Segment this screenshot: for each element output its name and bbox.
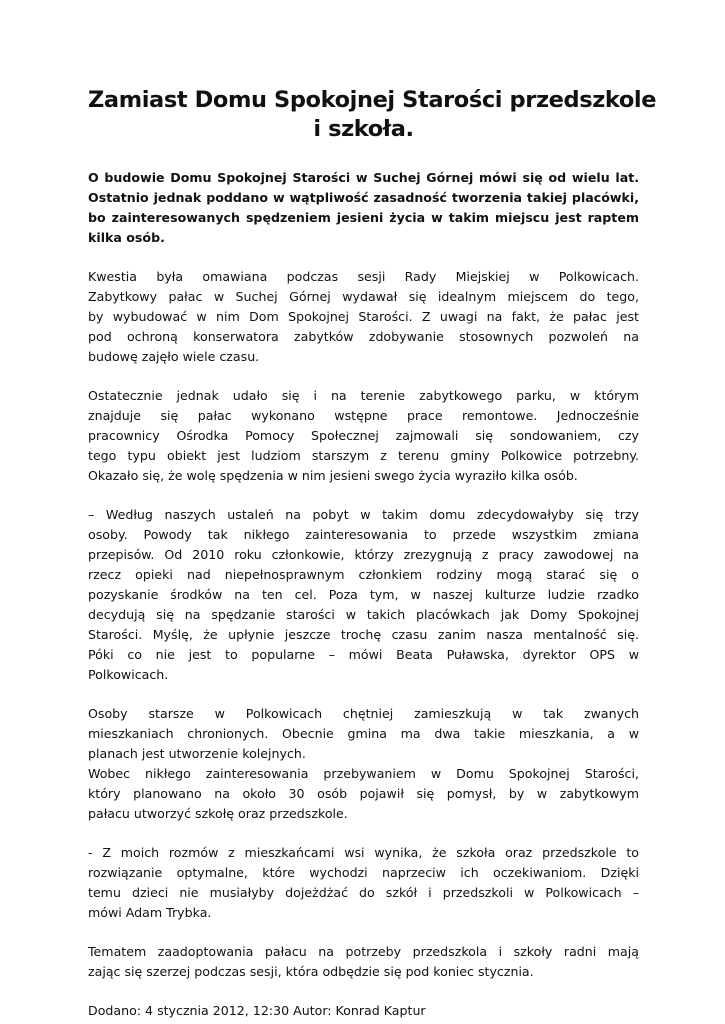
paragraph-line: Osoby starsze w Polkowicach chętniej zamieszkują w tak zwanych — [88, 706, 639, 721]
paragraph-6 — [88, 843, 639, 923]
lead-line: O budowie Domu Spokojnej Starości w Suchej Górnej mówi się od wielu lat. — [88, 170, 639, 185]
paragraph-line: pałacu utworzyć szkołę oraz przedszkole. — [88, 806, 348, 821]
paragraph-line: Polkowicach. — [88, 667, 169, 682]
lead-line: kilka osób. — [88, 230, 165, 245]
paragraph-line: rzecz opieki nad niepełnosprawnym członkiem rodziny mogą starać się o — [88, 567, 639, 582]
paragraph-7 — [88, 942, 639, 982]
article-title — [88, 86, 657, 144]
paragraph-1 — [88, 267, 639, 367]
paragraph-line: temu dzieci nie musiałyby dojeżdżać do szkół i przedszkoli w Polkowicach – — [88, 885, 639, 900]
paragraph-line: decydują się na spędzanie starości w takich placówkach jak Domy Spokojnej — [88, 607, 639, 622]
document-page — [88, 86, 657, 1021]
title-line: i szkoła. — [313, 116, 414, 142]
paragraph-line: Zabytkowy pałac w Suchej Górnej wydawał się idealnym miejscem do tego, — [88, 289, 639, 304]
article-footer — [88, 1001, 639, 1021]
paragraph-line: by wybudować w nim Dom Spokojnej Starości. Z uwagi na fakt, że pałac jest — [88, 309, 639, 324]
paragraph-line: budowę zajęło wiele czasu. — [88, 349, 260, 364]
paragraph-line: przepisów. Od 2010 roku członkowie, którzy zrezygnują z pracy zawodowej na — [88, 547, 639, 562]
paragraph-line: zając się szerzej podczas sesji, która odbędzie się pod koniec stycznia. — [88, 964, 534, 979]
paragraph-3 — [88, 505, 639, 685]
paragraph-2 — [88, 386, 639, 486]
paragraph-line: Ostatecznie jednak udało się i na terenie zabytkowego parku, w którym — [88, 388, 639, 403]
paragraph-line: który planowano na około 30 osób pojawił się pomysł, by w zabytkowym — [88, 786, 639, 801]
paragraph-line: Starości. Myślę, że upłynie jeszcze trochę czasu zanim nasza mentalność się. — [88, 627, 639, 642]
paragraph-line: Tematem zaadoptowania pałacu na potrzeby przedszkola i szkoły radni mają — [88, 944, 639, 959]
paragraph-line: Okazało się, że wolę spędzenia w nim jesieni swego życia wyraziło kilka osób. — [88, 468, 578, 483]
paragraph-line: znajduje się pałac wykonano wstępne prace remontowe. Jednocześnie — [88, 408, 639, 423]
paragraph-line: rozwiązanie optymalne, które wychodzi naprzeciw ich oczekiwaniom. Dzięki — [88, 865, 639, 880]
lead-paragraph — [88, 168, 639, 248]
paragraph-line: pracownicy Ośrodka Pomocy Społecznej zajmowali się sondowaniem, czy — [88, 428, 639, 443]
paragraph-line: – Według naszych ustaleń na pobyt w takim domu zdecydowałyby się trzy — [88, 507, 639, 522]
paragraph-line: tego typu obiekt jest ludziom starszym z terenu gminy Polkowice potrzebny. — [88, 448, 639, 463]
paragraph-line: Kwestia była omawiana podczas sesji Rady Miejskiej w Polkowicach. — [88, 269, 639, 284]
lead-line: Ostatnio jednak poddano w wątpliwość zasadność tworzenia takiej placówki, — [88, 190, 639, 205]
paragraph-line: Póki co nie jest to popularne – mówi Beata Puławska, dyrektor OPS w — [88, 647, 639, 662]
title-line: Zamiast Domu Spokojnej Starości przedszkole — [88, 87, 657, 113]
paragraph-4 — [88, 704, 639, 764]
paragraph-5 — [88, 764, 639, 824]
paragraph-line: mieszkaniach chronionych. Obecnie gmina ma dwa takie mieszkania, a w — [88, 726, 639, 741]
paragraph-line: pozyskanie środków na ten cel. Poza tym, w naszej kulturze ludzie rzadko — [88, 587, 639, 602]
paragraph-line: osoby. Powody tak nikłego zainteresowania to przede wszystkim zmiana — [88, 527, 639, 542]
paragraph-line: pod ochroną konserwatora zabytków zdobywanie stosownych pozwoleń na — [88, 329, 639, 344]
paragraph-line: Wobec nikłego zainteresowania przebywaniem w Domu Spokojnej Starości, — [88, 766, 639, 781]
lead-line: bo zainteresowanych spędzeniem jesieni życia w takim miejscu jest raptem — [88, 210, 639, 225]
paragraph-line: planach jest utworzenie kolejnych. — [88, 746, 306, 761]
paragraph-line: - Z moich rozmów z mieszkańcami wsi wynika, że szkoła oraz przedszkole to — [88, 845, 639, 860]
paragraph-line: mówi Adam Trybka. — [88, 905, 212, 920]
footer-line: Dodano: 4 stycznia 2012, 12:30 Autor: Konrad Kaptur — [88, 1003, 426, 1018]
